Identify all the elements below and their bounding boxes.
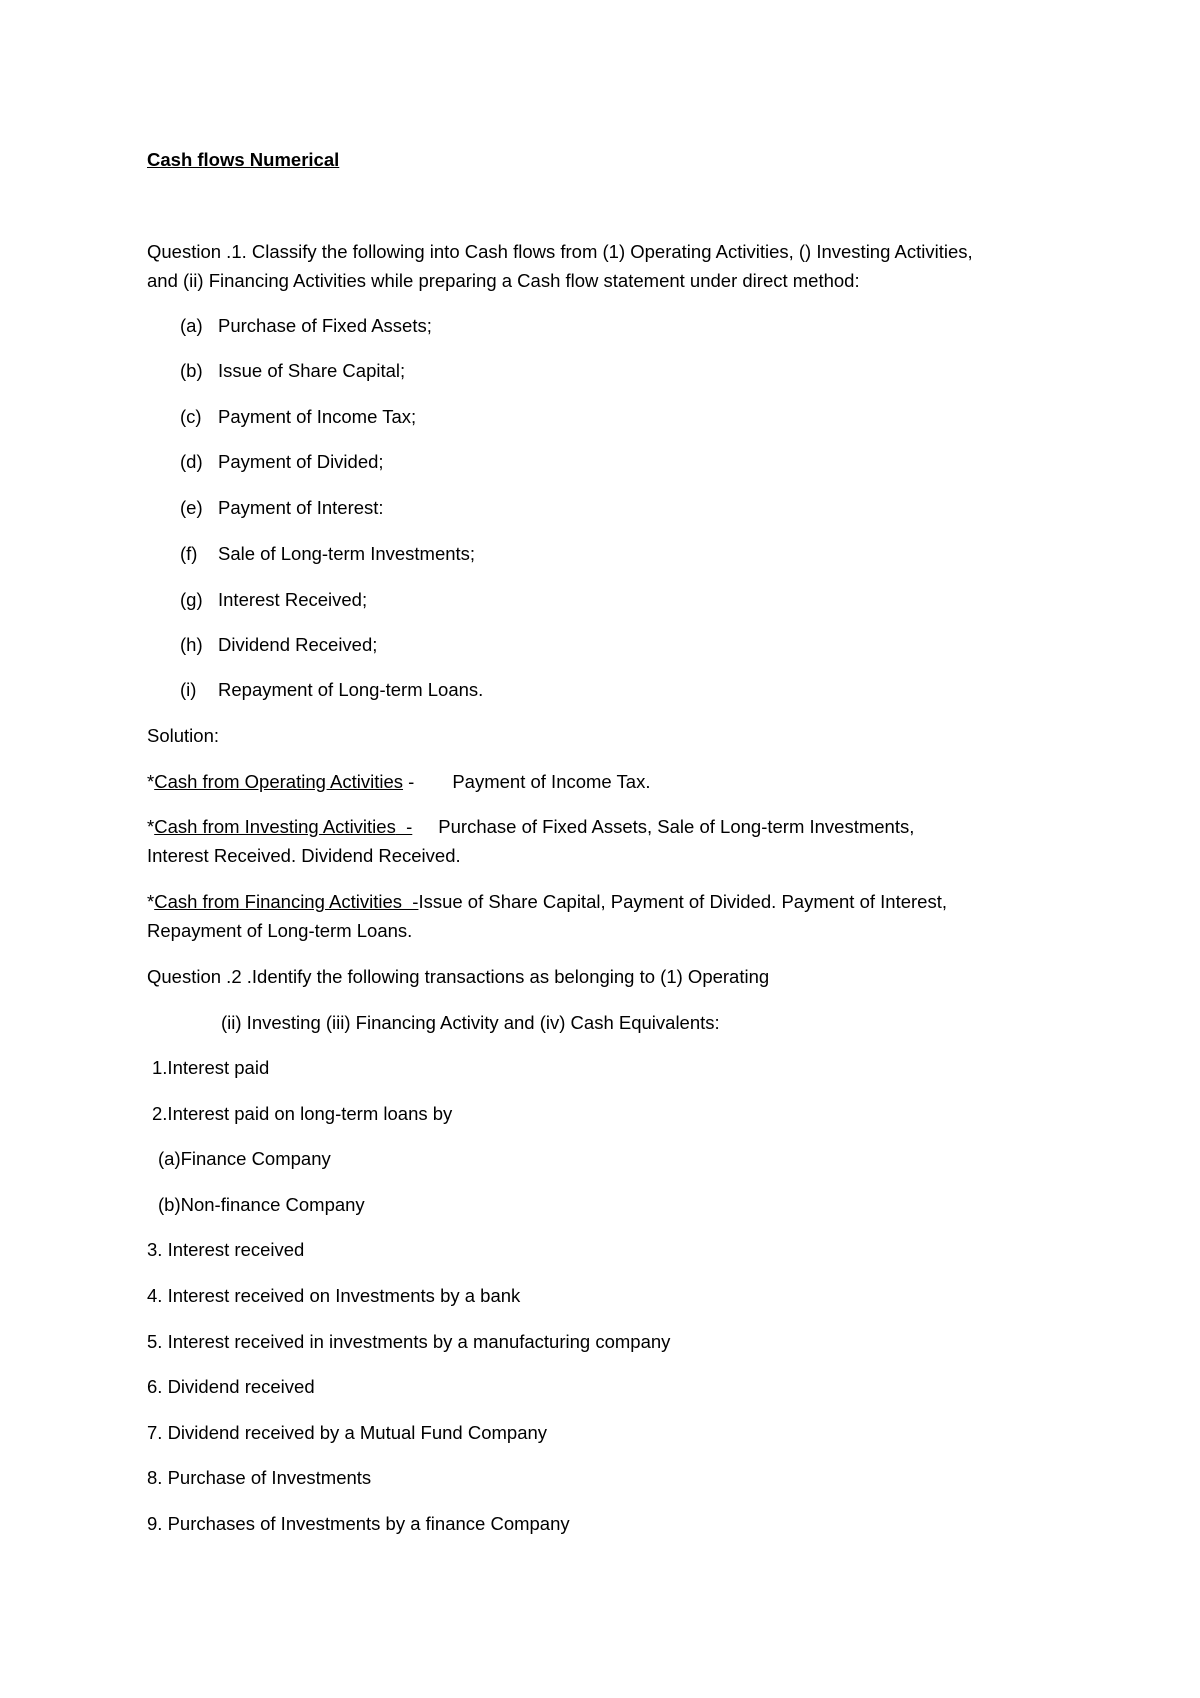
solution-financing-text: Issue of Share Capital, Payment of Divided. Payment of Interest, (418, 891, 947, 912)
list-item (180, 359, 405, 383)
solution-operating-text: Payment of Income Tax. (452, 771, 651, 792)
list-item-label: (c) (180, 406, 202, 427)
list-item-text: Interest Received; (218, 589, 368, 610)
list-item-text: Dividend Received; (218, 634, 378, 655)
page-title: Cash flows Numerical (147, 149, 340, 170)
list-item: 7. Dividend received by a Mutual Fund Company (147, 1422, 548, 1443)
list-item: (b)Non-finance Company (158, 1194, 365, 1215)
list-item-text: Payment of Interest: (218, 497, 384, 518)
list-item: 1.Interest paid (152, 1057, 270, 1078)
list-item-label: (a) (180, 315, 203, 336)
question-2-line-2: (ii) Investing (iii) Financing Activity and (iv) Cash Equivalents: (221, 1012, 720, 1033)
list-item-label: (h) (180, 634, 203, 655)
list-item (180, 588, 367, 612)
solution-financing-line-2: Repayment of Long-term Loans. (147, 920, 413, 941)
solution-operating-label: Cash from Operating Activities (154, 771, 404, 792)
list-item-text: Purchase of Fixed Assets; (218, 315, 432, 336)
list-item-text: Issue of Share Capital; (218, 360, 406, 381)
list-item: (a)Finance Company (158, 1148, 331, 1169)
list-item-label: (d) (180, 451, 203, 472)
dash: - (403, 771, 415, 792)
list-item: 2.Interest paid on long-term loans by (152, 1103, 453, 1124)
question-2-line-1: Question .2 .Identify the following transactions as belonging to (1) Operating (147, 966, 770, 987)
list-item-label: (g) (180, 589, 203, 610)
bullet-star: * (147, 771, 155, 792)
solution-heading: Solution: (147, 725, 219, 746)
list-item-text: Payment of Divided; (218, 451, 384, 472)
solution-investing-text: Purchase of Fixed Assets, Sale of Long-term Investments, (438, 816, 915, 837)
question-1-line-2: and (ii) Financing Activities while preparing a Cash flow statement under direct method: (147, 270, 860, 291)
solution-financing-label: Cash from Financing Activities (154, 891, 402, 912)
list-item (180, 542, 475, 566)
list-item: 8. Purchase of Investments (147, 1467, 372, 1488)
list-item-label: (e) (180, 497, 203, 518)
bullet-star: * (147, 816, 155, 837)
list-item: 9. Purchases of Investments by a finance Company (147, 1513, 570, 1534)
dash: - (395, 816, 413, 837)
list-item-text: Repayment of Long-term Loans. (218, 679, 484, 700)
list-item (180, 633, 377, 657)
list-item: 3. Interest received (147, 1239, 305, 1260)
list-item-label: (i) (180, 679, 197, 700)
list-item (180, 450, 384, 474)
list-item: 6. Dividend received (147, 1376, 315, 1397)
solution-operating (147, 770, 650, 794)
list-item (180, 314, 432, 338)
list-item-text: Payment of Income Tax; (218, 406, 417, 427)
question-1-line-1: Question .1. Classify the following into Cash flows from (1) Operating Activities, () Investing Activities, (147, 241, 973, 262)
list-item (180, 496, 384, 520)
list-item-label: (b) (180, 360, 203, 381)
list-item: 4. Interest received on Investments by a bank (147, 1285, 521, 1306)
list-item-label: (f) (180, 543, 198, 564)
dash: - (402, 891, 419, 912)
solution-investing-line-2: Interest Received. Dividend Received. (147, 845, 461, 866)
list-item: 5. Interest received in investments by a manufacturing company (147, 1331, 671, 1352)
list-item (180, 405, 416, 429)
solution-investing (147, 815, 914, 839)
bullet-star: * (147, 891, 155, 912)
list-item (180, 678, 483, 702)
solution-financing (147, 890, 947, 914)
solution-investing-label: Cash from Investing Activities (154, 816, 396, 837)
list-item-text: Sale of Long-term Investments; (218, 543, 476, 564)
